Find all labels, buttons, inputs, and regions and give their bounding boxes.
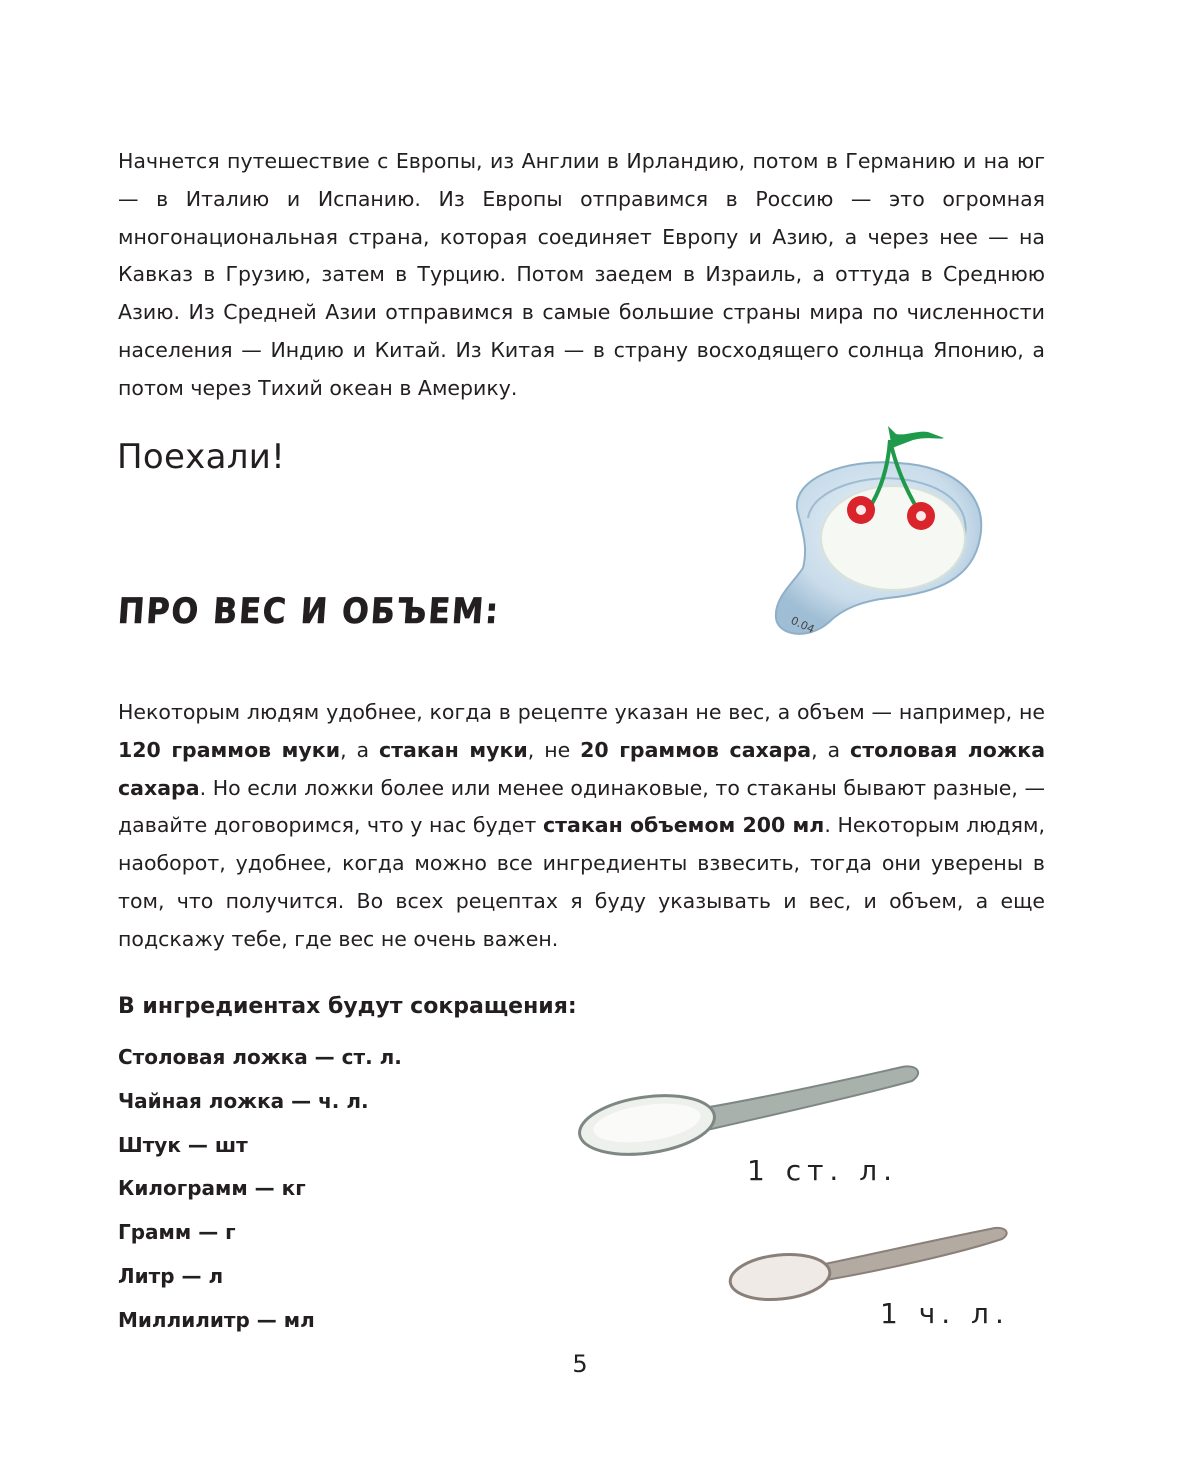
tablespoon-handle xyxy=(692,1066,918,1130)
text-run: , не xyxy=(527,737,581,762)
list-item: Килограмм — кг xyxy=(118,1176,306,1201)
weight-volume-paragraph xyxy=(118,694,1045,959)
cup-label: 0.04 xyxy=(788,613,817,637)
text-run: , а xyxy=(340,737,380,762)
text-run: . Некоторым людям, наоборот, удобнее, когда можно все ингредиенты взвесить, тогда они уверены в том, что получится. Во всех рецептах я буду указывать и вес, и объем, а еще подскажу тебе, где вес не очень важен. xyxy=(118,813,1045,951)
tablespoon-label: 1 ст. л. xyxy=(747,1154,899,1187)
intro-paragraph xyxy=(118,143,1045,408)
list-item: Миллилитр — мл xyxy=(118,1307,315,1332)
text-run: , а xyxy=(811,737,851,762)
bold-run: 20 граммов сахара xyxy=(580,737,812,762)
teaspoon-illustration xyxy=(720,1215,1050,1335)
teaspoon-bowl xyxy=(728,1250,832,1304)
exclaim-text: Поехали! xyxy=(117,437,286,477)
list-item: Столовая ложка — ст. л. xyxy=(118,1045,402,1069)
list-item: Штук — шт xyxy=(118,1132,248,1157)
list-item: Грамм — г xyxy=(118,1220,236,1245)
cherry-leaf xyxy=(888,426,944,448)
ice-cream-scoop xyxy=(821,486,965,590)
text-run: . Но если ложки более или менее одинаковые, то стаканы бывают разные, — давайте договоримся, что у нас будет xyxy=(118,775,1045,838)
bold-run: 120 граммов муки xyxy=(118,737,341,762)
bold-run: стакан объемом 200 мл xyxy=(542,813,825,838)
tablespoon-illustration xyxy=(572,1055,932,1195)
section-heading: ПРО ВЕС И ОБЪЕМ: xyxy=(116,592,502,632)
page-number: 5 xyxy=(572,1350,588,1378)
text-run: Начнется путешествие с Европы, из Англии в Ирландию, потом в Германию и на юг — в Италию и Испанию. Из Европы отправимся в Россию — это огромная многонациональная страна, которая соединяет Европу и Азию, а через нее — на Кавказ в Грузию, затем в Турцию. Потом заедем в Израиль, а оттуда в Среднюю Азию. Из Средней Азии отправимся в самые большие страны мира по численности населения — Индию и Китай. Из Китая — в страну восходящего солнца Японию, а потом через Тихий океан в Америку. xyxy=(118,149,1045,400)
list-item: Чайная ложка — ч. л. xyxy=(118,1088,369,1113)
bold-run: столовая ложка сахара xyxy=(118,737,1046,800)
abbreviations-list xyxy=(118,1038,402,1345)
bold-run: стакан муки xyxy=(379,737,528,762)
abbreviations-title: В ингредиентах будут сокращения: xyxy=(118,994,577,1019)
teaspoon-handle xyxy=(810,1228,1007,1281)
list-item: Литр — л xyxy=(118,1263,224,1288)
ice-cream-cup-illustration xyxy=(768,418,998,658)
text-run: Некоторым людям удобнее, когда в рецепте указан не вес, а объем — например, не xyxy=(118,700,1045,724)
teaspoon-label: 1 ч. л. xyxy=(880,1297,1010,1330)
